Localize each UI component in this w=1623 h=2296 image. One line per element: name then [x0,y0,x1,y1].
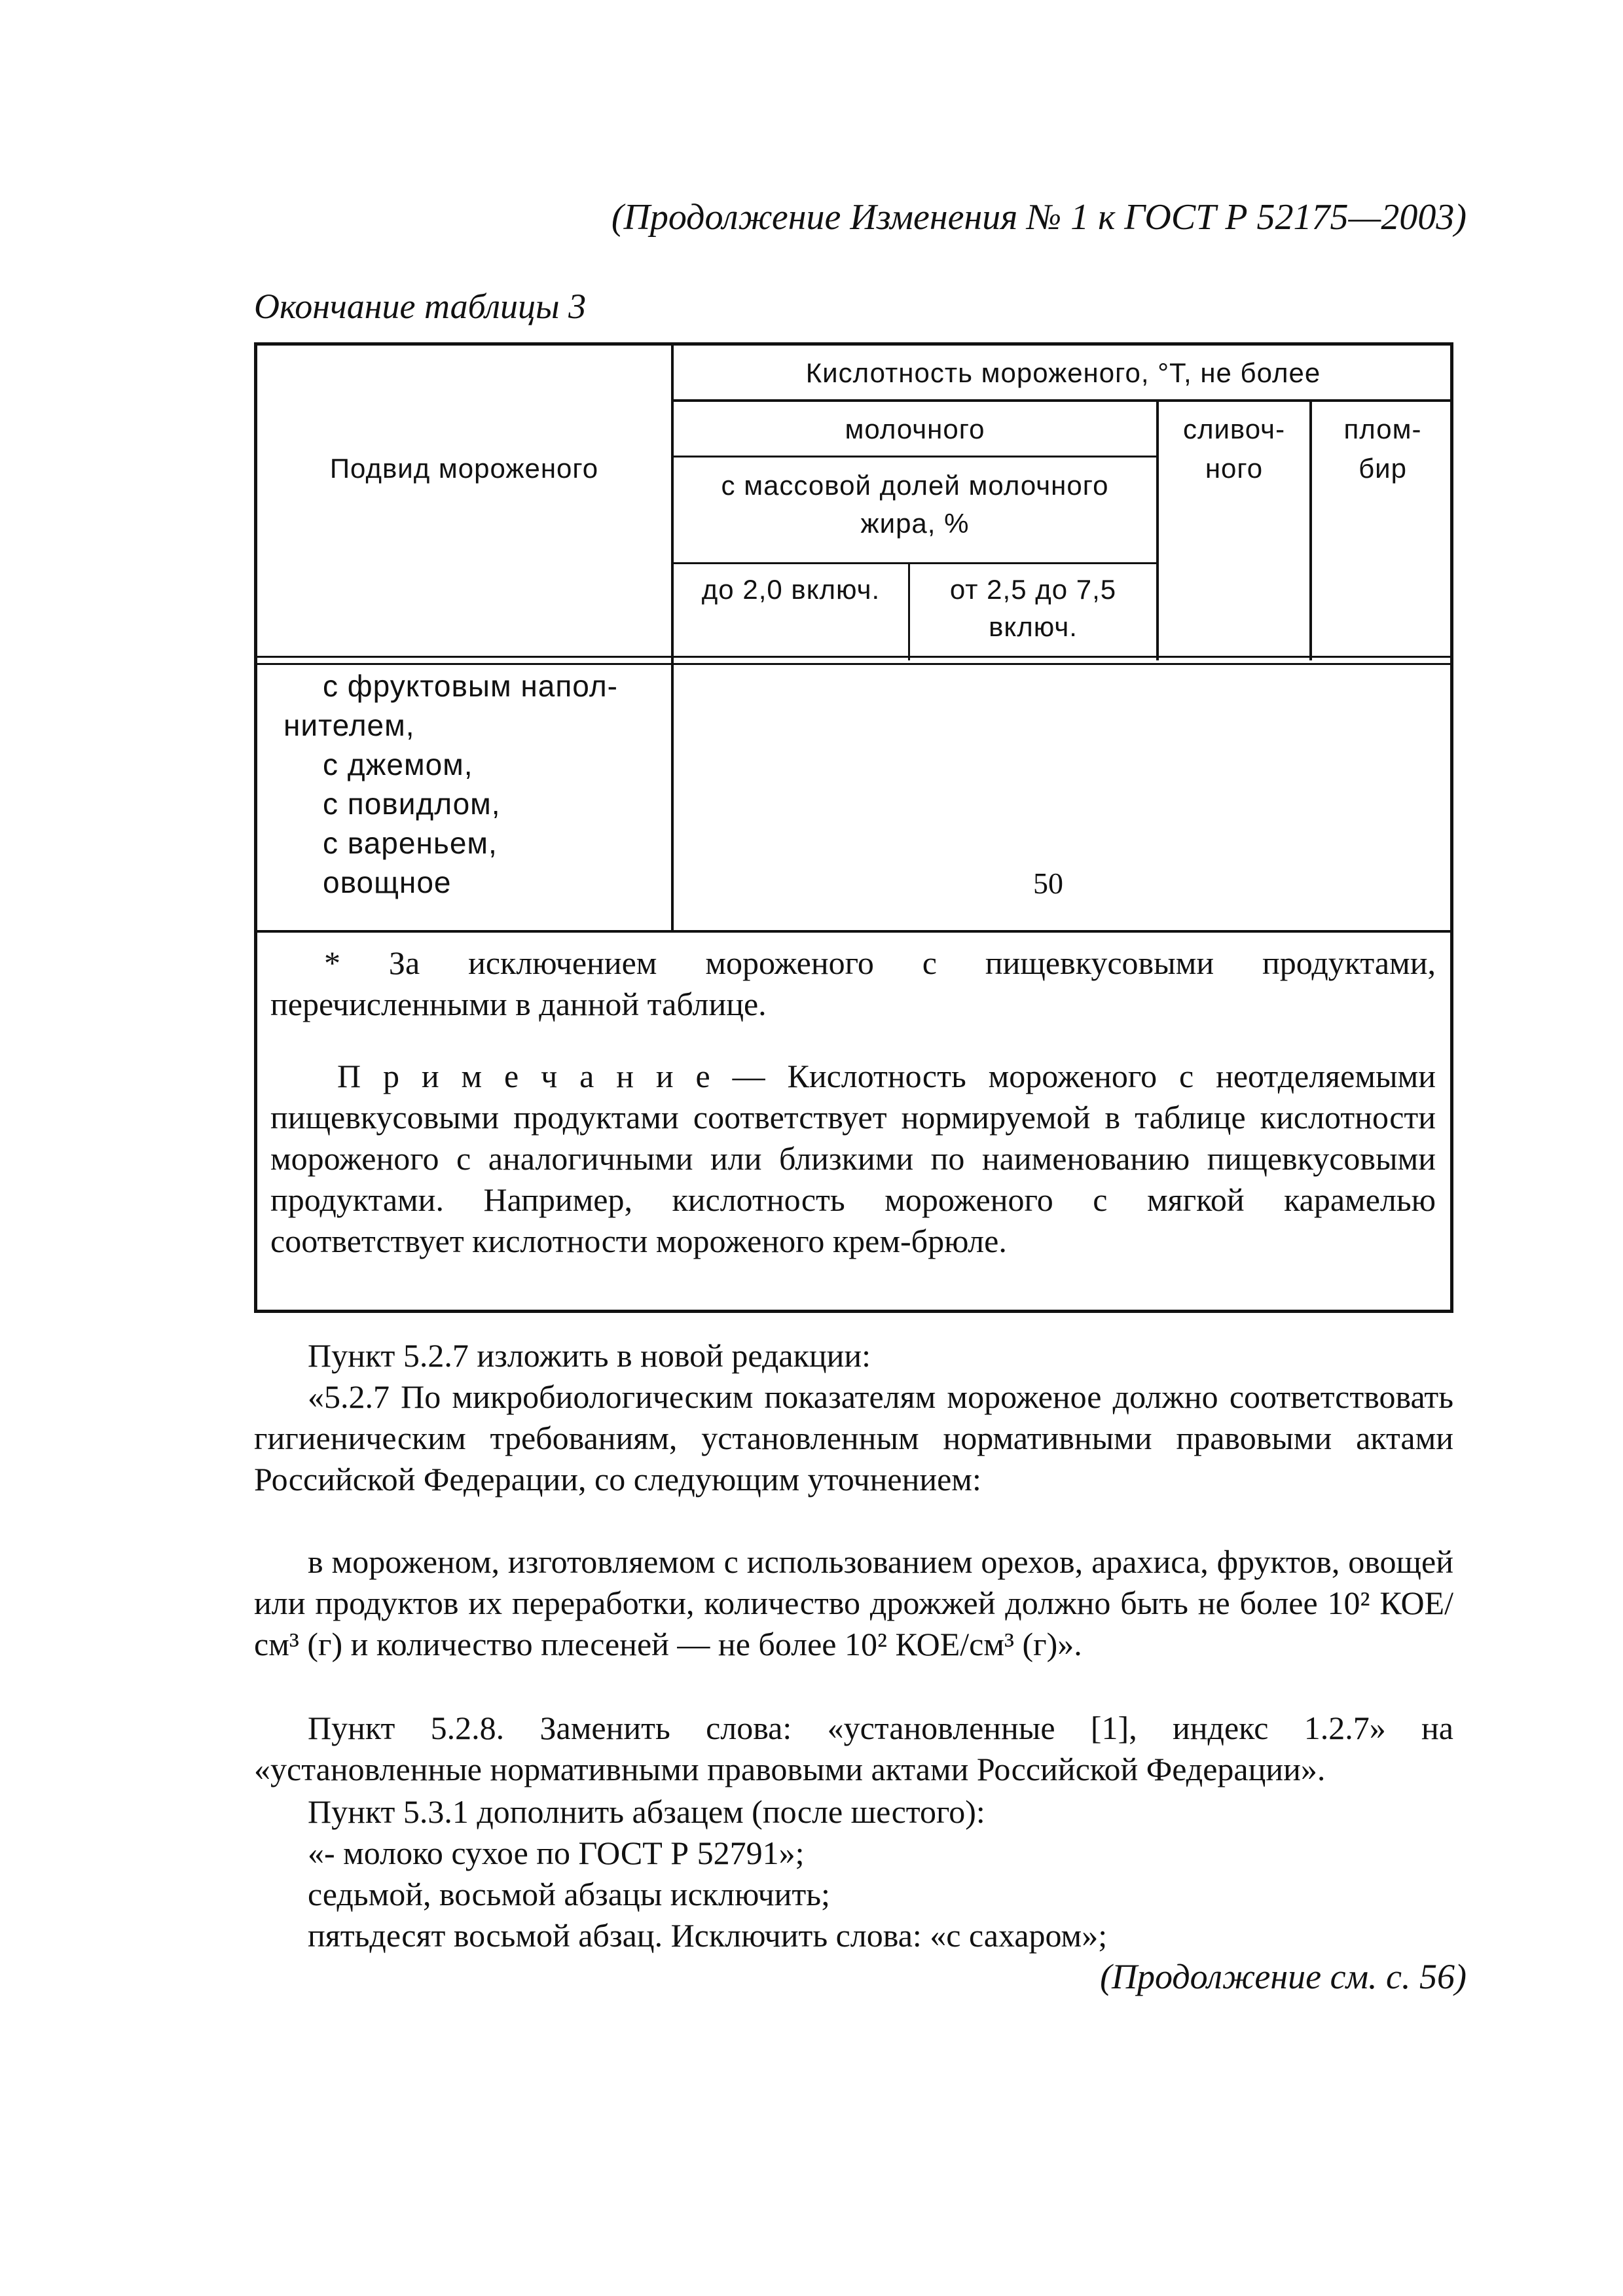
paragraph-1: Пункт 5.2.7 изложить в новой редакции: [308,1337,871,1374]
table-note: П р и м е ч а н и е — Кислотность мороженого с неотделяемыми пищевкусовыми продуктами соответствует нормируемой в таблице кислотности мороженого с аналогичными или близкими по наименованию пищевкусовыми продуктами. Например, кислотность мороженого с мягкой карамелью соответствует кислотности мороженого крем-брюле. [270,1058,1436,1259]
paragraph-6: «- молоко сухое по ГОСТ Р 52791»; [308,1835,805,1871]
header-milk: молочного [845,414,985,444]
page-header: (Продолжение Изменения № 1 к ГОСТ Р 52175—2003) [611,197,1467,238]
subvid-item: с фруктовым напол- [323,669,619,703]
header-cream-line1: сливоч- [1182,414,1286,444]
header-plombir-line2: бир [1359,453,1407,484]
header-plombir-line1: плом- [1343,414,1422,444]
subvid-item: с повидлом, [323,787,501,821]
table-caption: Окончание таблицы 3 [254,287,587,326]
paragraph-8: пятьдесят восьмой абзац. Исключить слова: «с сахаром»; [308,1917,1108,1954]
header-acidity: Кислотность мороженого, °Т, не более [805,357,1321,388]
acidity-table [254,342,1453,1313]
header-2-5-line1: от 2,5 до 7,5 [949,574,1117,605]
table-footnote: * За исключением мороженого с пищевкусовыми продуктами, перечисленными в данной таблице. [270,944,1436,1022]
header-milk-fat-line2: жира, % [860,508,970,539]
header-cream-line2: ного [1205,453,1264,484]
page-footer: (Продолжение см. с. 56) [1100,1957,1467,1996]
subvid-list [283,666,618,902]
header-2-5-line2: включ. [989,611,1078,642]
subvid-item: с вареньем, [323,826,498,860]
subvid-item: нителем, [283,708,415,742]
paragraph-4: Пункт 5.2.8. Заменить слова: «установленные [1], индекс 1.2.7» на «установленные нормативными правовыми актами Российской Федерации». [254,1710,1453,1787]
paragraph-3: в мороженом, изготовляемом с использованием орехов, арахиса, фруктов, овощей или продуктов их переработки, количество дрожжей должно быть не более 10² КОЕ/см³ (г) и количество плесеней — не более 10² КОЕ/см³ (г)». [254,1543,1453,1662]
acidity-value: 50 [1033,867,1063,900]
subvid-item: овощное [323,865,452,899]
paragraph-2: «5.2.7 По микробиологическим показателям мороженое должно соответствовать гигиеническим требованиям, установленным нормативными правовыми актами Российской Федерации, со следующим уточнением: [254,1378,1453,1498]
header-milk-fat-line1: с массовой долей молочного [721,470,1109,501]
header-upto-2: до 2,0 включ. [701,574,881,605]
paragraph-7: седьмой, восьмой абзацы исключить; [308,1876,830,1912]
subvid-item: с джемом, [323,747,473,781]
header-subvid: Подвид мороженого [329,453,599,484]
paragraph-5: Пункт 5.3.1 дополнить абзацем (после шестого): [308,1793,985,1830]
